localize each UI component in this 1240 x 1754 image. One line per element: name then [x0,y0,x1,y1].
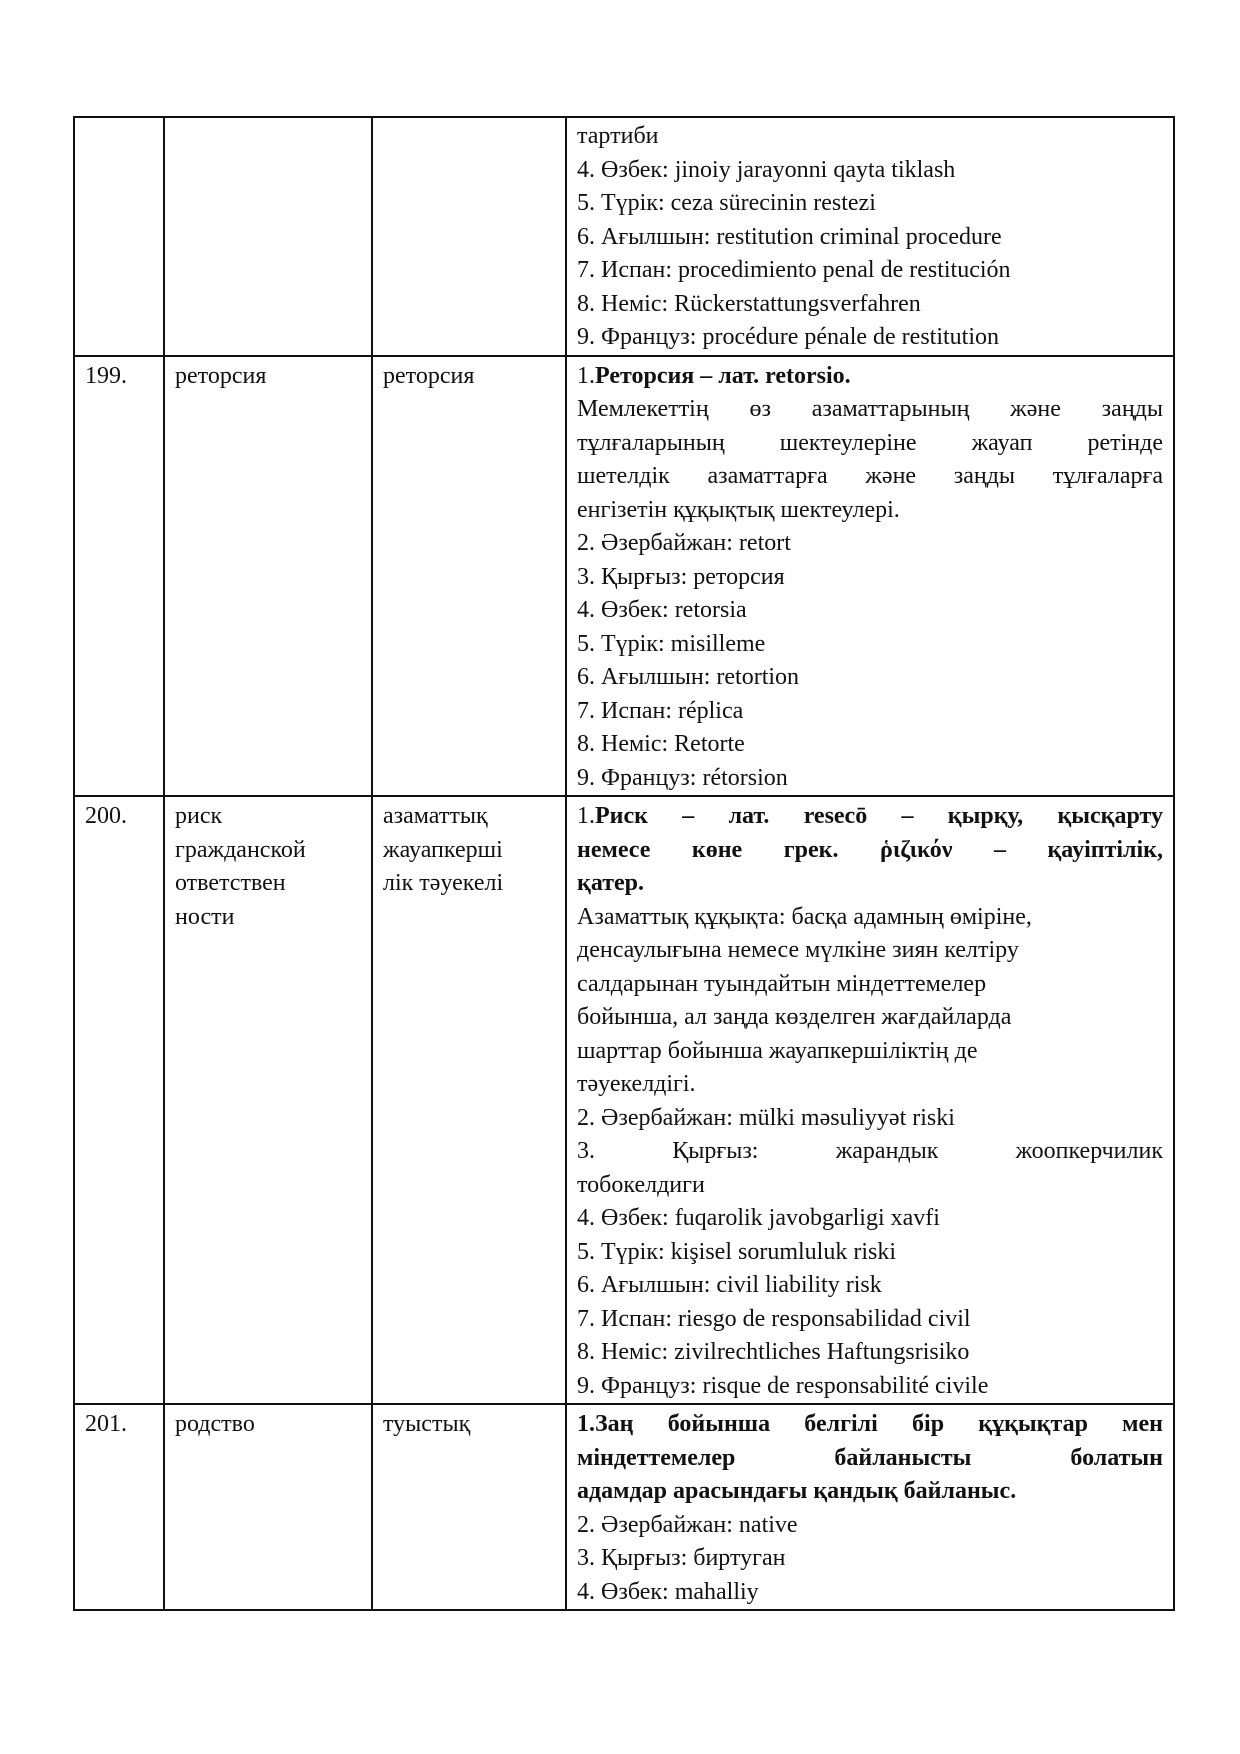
russian-term: реторсия [175,362,267,389]
russian-term-cell [164,796,372,1404]
definition-prefix: 1. [577,362,595,389]
definition-cell [566,1404,1174,1610]
language-equivalent: 2. Әзербайжан: retort [577,530,791,556]
language-equivalent: тартиби [577,123,659,149]
language-equivalent: тобокелдиги [577,1171,705,1198]
language-equivalent: 5. Түрік: misilleme [577,630,766,657]
definition-bold: Риск – лат. resecō – қырқу, қысқарту [595,803,1163,829]
language-equivalent: 6. Ағылшын: restitution criminal procedure [577,223,1002,250]
entry-number: 200. [85,803,127,829]
definition-bold: адамдар арасындағы қандық байланыс. [577,1478,1017,1504]
russian-term: гражданской [175,836,306,863]
definition-bold: міндеттемелер байланысты болатын [577,1444,1163,1471]
definition-bold: Реторсия – лат. retorsio. [595,362,851,389]
definition-heading [577,360,1163,394]
table-row [74,796,1174,1404]
definition-cell [566,356,1174,797]
language-equivalent: 2. Әзербайжан: mülki məsuliyyət riski [577,1104,955,1131]
russian-term-cell [164,356,372,797]
table-row [74,117,1174,356]
language-equivalent: 8. Неміс: Retorte [577,731,745,757]
language-equivalent: 5. Түрік: ceza sürecinin restezi [577,190,876,216]
definition-prefix: 1. [577,803,595,829]
language-equivalent: 3. Қырғыз: биртуган [577,1545,786,1571]
language-equivalent: 4. Өзбек: jinoiy jarayonni qayta tiklash [577,156,956,183]
russian-term: ответствен [175,870,286,896]
kazakh-term: туыстық [383,1411,471,1437]
entry-number-cell [74,1404,164,1610]
language-equivalent: 8. Неміс: zivilrechtliches Haftungsrisiko [577,1339,970,1365]
russian-term-cell [164,1404,372,1610]
definition-text: енгізетін құқықтық шектеулері. [577,496,900,523]
table-row [74,356,1174,797]
glossary-table [73,116,1175,1611]
entry-number: 199. [85,362,127,389]
language-equivalent: 3. Қырғыз: реторсия [577,563,785,590]
language-equivalent: 5. Түрік: kişisel sorumluluk riski [577,1238,896,1265]
definition-text: Азаматтық құқықта: басқа адамның өміріне, [577,903,1032,930]
definition-cell [566,796,1174,1404]
language-equivalent: 4. Өзбек: mahalliy [577,1578,759,1605]
language-equivalent: 9. Француз: risque de responsabilité civile [577,1372,989,1399]
definition-text: салдарынан туындайтын міндеттемелер [577,970,987,997]
definition-text: шарттар бойынша жауапкершіліктің де [577,1037,978,1064]
kazakh-term: реторсия [383,362,475,389]
language-equivalent: 3. Қырғыз: жарандык жоопкерчилик [577,1138,1163,1164]
definition-bold: немесе көне грек. ῥιζικόν – қауіптілік, [577,836,1163,863]
russian-term: родство [175,1411,255,1437]
language-equivalent: 7. Испан: réplica [577,697,744,724]
kazakh-term-cell [372,796,566,1404]
language-equivalent: 7. Испан: riesgo de responsabilidad civil [577,1305,971,1332]
entry-number-cell [74,796,164,1404]
definition-heading [577,800,1163,834]
language-equivalent: 8. Неміс: Rückerstattungsverfahren [577,290,921,317]
entry-number-cell [74,356,164,797]
kazakh-term-cell [372,1404,566,1610]
kazakh-term-cell [372,356,566,797]
definition-bold: қатер. [577,870,644,896]
kazakh-term: азаматтық [383,803,488,829]
kazakh-term: лік тәуекелі [383,870,504,896]
russian-term: риск [175,803,223,829]
definition-text: денсаулығына немесе мүлкіне зиян келтіру [577,937,1019,963]
definition-text: Мемлекеттің өз азаматтарының және заңды [577,396,1163,422]
definition-text: тұлғаларының шектеулеріне жауап ретінде [577,429,1163,456]
kazakh-term: жауапкерші [383,836,503,863]
language-equivalent: 6. Ағылшын: retortion [577,664,800,690]
entry-number: 201. [85,1411,127,1437]
language-equivalent: 9. Француз: rétorsion [577,764,788,791]
language-equivalent: 7. Испан: procedimiento penal de restitución [577,257,1011,283]
language-equivalent: 6. Ағылшын: civil liability risk [577,1272,882,1298]
kazakh-term-cell [372,117,566,356]
language-equivalent: 4. Өзбек: retorsia [577,597,747,623]
table-row [74,1404,1174,1610]
language-equivalent: 4. Өзбек: fuqarolik javobgarligi xavfi [577,1205,940,1231]
definition-text: тәуекелдігі. [577,1071,696,1097]
language-equivalent: 9. Француз: procédure pénale de restitution [577,324,999,350]
russian-term: ности [175,903,235,930]
definition-text: шетелдік азаматтарға және заңды тұлғаларға [577,463,1163,489]
language-equivalent: 2. Әзербайжан: native [577,1511,798,1538]
definition-text: бойынша, ал заңда көзделген жағдайларда [577,1004,1012,1030]
russian-term-cell [164,117,372,356]
definition-cell [566,117,1174,356]
definition-bold: 1.Заң бойынша белгілі бір құқықтар мен [577,1411,1163,1437]
entry-number-cell [74,117,164,356]
